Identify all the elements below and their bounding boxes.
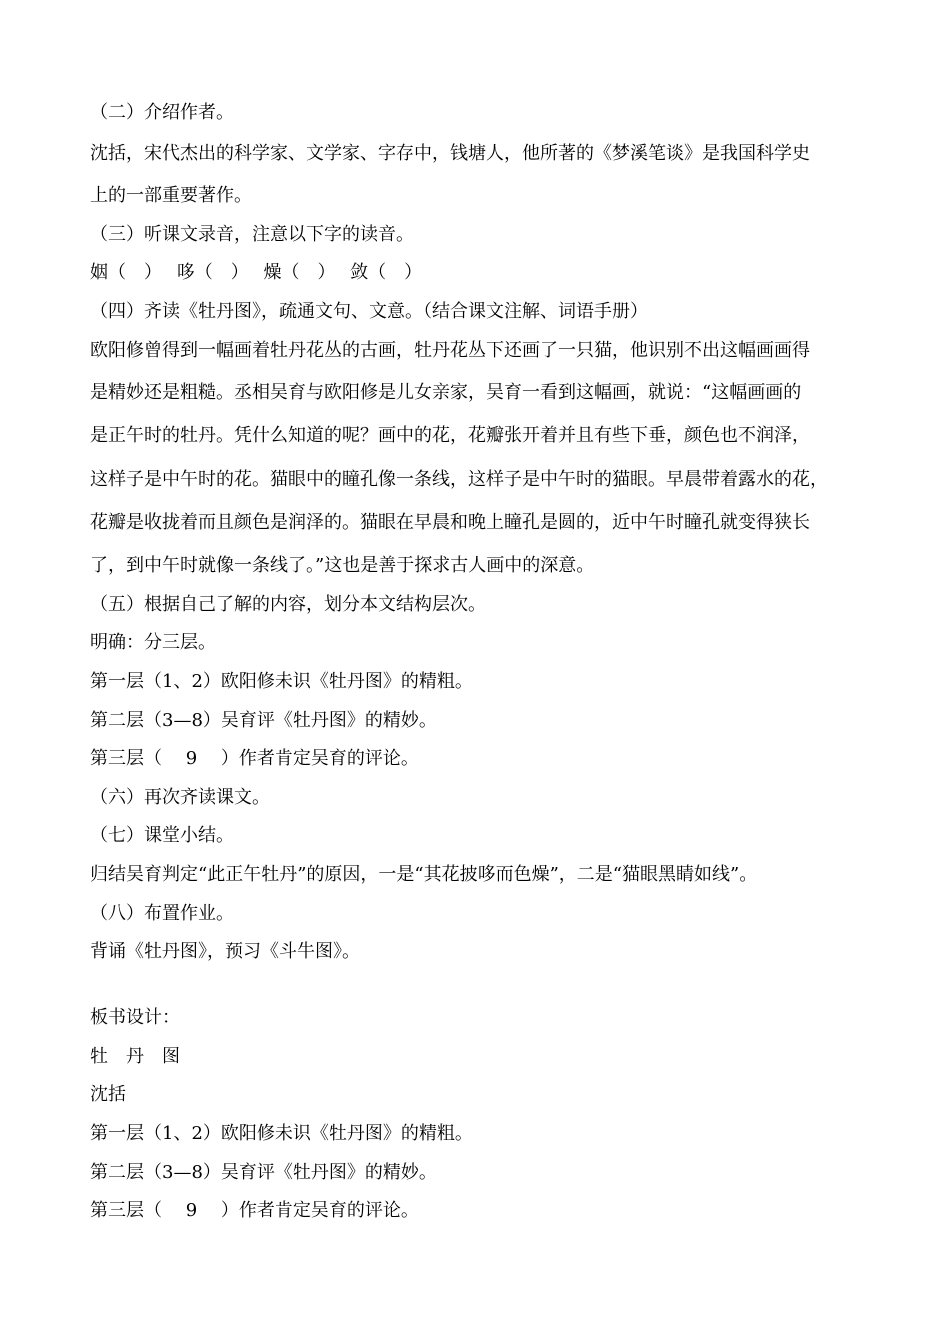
translation-line-1: 欧阳修曾得到一幅画着牡丹花丛的古画，牡丹花丛下还画了一只猫，他识别不出这幅画画得 (90, 340, 810, 361)
translation-line-5: 花瓣是收拢着而且颜色是润泽的。猫眼在早晨和晚上瞳孔是圆的，近中午时瞳孔就变得狭长 (90, 512, 810, 533)
section-8-heading: （八）布置作业。 (90, 903, 234, 924)
structure-layer-1: 第一层（1、2）欧阳修未识《牡丹图》的精粗。 (90, 671, 473, 692)
structure-intro: 明确：分三层。 (90, 632, 216, 653)
section-7-heading: （七）课堂小结。 (90, 825, 234, 846)
board-layer-3: 第三层（ 9 ）作者肯定吴育的评论。 (90, 1200, 419, 1221)
translation-line-4: 这样子是中午时的花。猫眼中的瞳孔像一条线，这样子是中午时的猫眼。早晨带着露水的花， (90, 469, 828, 490)
section-4-heading: （四）齐读《牡丹图》，疏通文句、文意。（结合课文注解、词语手册） (90, 301, 648, 322)
board-title: 牡 丹 图 (90, 1046, 180, 1067)
pronunciation-line: 姻（ ） 哆（ ） 燥（ ） 敛（ ） (90, 262, 423, 283)
homework-line: 背诵《牡丹图》，预习《斗牛图》。 (90, 941, 360, 962)
board-layer-1: 第一层（1、2）欧阳修未识《牡丹图》的精粗。 (90, 1123, 473, 1144)
translation-line-2: 是精妙还是粗糙。丞相吴育与欧阳修是儿女亲家，吴育一看到这幅画，就说：“这幅画画的 (90, 382, 802, 403)
structure-layer-2: 第二层（3—8）吴育评《牡丹图》的精妙。 (90, 710, 437, 731)
board-layer-2: 第二层（3—8）吴育评《牡丹图》的精妙。 (90, 1162, 437, 1183)
board-design-heading: 板书设计： (90, 1007, 180, 1028)
section-2-heading: （二）介绍作者。 (90, 102, 234, 123)
translation-line-3: 是正午时的牡丹。凭什么知道的呢？画中的花，花瓣张开着并且有些下垂，颜色也不润泽， (90, 425, 810, 446)
section-5-heading: （五）根据自己了解的内容，划分本文结构层次。 (90, 594, 486, 615)
author-intro-line-1: 沈括，宋代杰出的科学家、文学家、字存中，钱塘人，他所著的《梦溪笔谈》是我国科学史 (90, 143, 810, 164)
section-3-heading: （三）听课文录音，注意以下字的读音。 (90, 224, 414, 245)
board-author: 沈括 (90, 1084, 126, 1105)
author-intro-line-2: 上的一部重要著作。 (90, 185, 252, 206)
section-6-heading: （六）再次齐读课文。 (90, 787, 270, 808)
structure-layer-3: 第三层（ 9 ）作者肯定吴育的评论。 (90, 748, 419, 769)
translation-line-6: 了，到中午时就像一条线了。”这也是善于探求古人画中的深意。 (90, 555, 595, 576)
summary-line: 归结吴育判定“此正午牡丹”的原因，一是“其花披哆而色燥”，二是“猫眼黑睛如线”。 (90, 864, 758, 885)
